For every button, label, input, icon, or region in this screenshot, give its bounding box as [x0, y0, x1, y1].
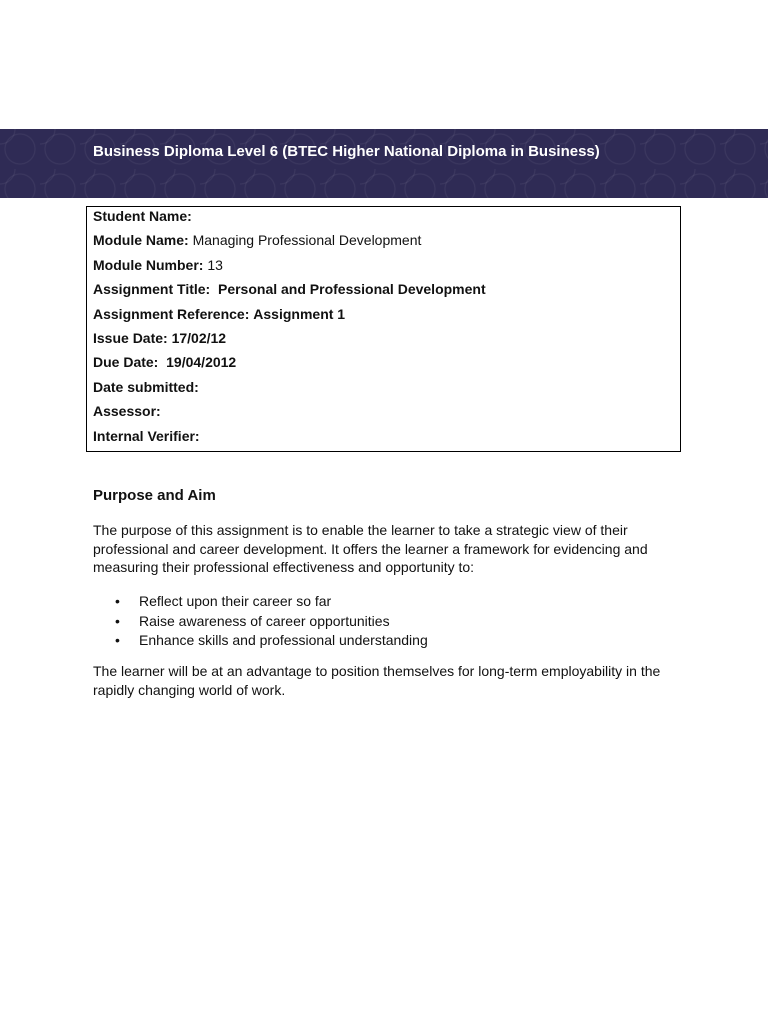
- list-item: [93, 631, 428, 651]
- assignment-reference-row: [93, 306, 345, 322]
- due-date-row: [93, 354, 236, 370]
- bullet-text: Enhance skills and professional understanding: [139, 632, 428, 648]
- student-name-label: Student Name:: [93, 208, 192, 224]
- module-name-row: [93, 232, 421, 248]
- purpose-intro-paragraph: The purpose of this assignment is to enable the learner to take a strategic view of their professional and career development. It offers the learner a framework for evidencing and measuring their professional effectiveness and opportunity to:: [93, 522, 648, 575]
- internal-verifier-label: Internal Verifier:: [93, 428, 200, 444]
- module-number-row: [93, 257, 223, 273]
- issue-date-row: [93, 330, 226, 346]
- date-submitted-label: Date submitted:: [93, 379, 199, 395]
- module-name-label: Module Name:: [93, 232, 189, 248]
- purpose-heading: Purpose and Aim: [93, 487, 216, 504]
- module-number-value: 13: [207, 257, 223, 273]
- assessor-row: [93, 403, 161, 419]
- assignment-title-label: Assignment Title:: [93, 281, 211, 297]
- bullet-icon: •: [115, 632, 120, 648]
- bullet-text: Reflect upon their career so far: [139, 593, 332, 609]
- bullet-icon: •: [115, 593, 120, 609]
- assignment-title-row: [93, 281, 486, 297]
- list-item: [93, 612, 428, 632]
- module-number-label: Module Number:: [93, 257, 204, 273]
- issue-date-label: Issue Date:: [93, 330, 168, 346]
- date-submitted-row: [93, 379, 199, 395]
- assessor-label: Assessor:: [93, 403, 161, 419]
- internal-verifier-row: [93, 428, 200, 444]
- assignment-reference-label: Assignment Reference:: [93, 306, 250, 322]
- assignment-info-box: [86, 206, 681, 452]
- issue-date-value: 17/02/12: [171, 330, 227, 346]
- module-name-value: Managing Professional Development: [192, 232, 422, 248]
- purpose-closing-paragraph: The learner will be at an advantage to position themselves for long-term employability in the rapidly changing world of work.: [93, 663, 661, 698]
- assignment-title-value: Personal and Professional Development: [217, 281, 486, 297]
- due-date-label: Due Date:: [93, 354, 159, 370]
- bullet-icon: •: [115, 612, 120, 629]
- bullet-text: Raise awareness of career opportunities: [139, 612, 390, 629]
- assignment-reference-value: Assignment 1: [253, 306, 346, 322]
- banner-title: Business Diploma Level 6 (BTEC Higher National Diploma in Business): [93, 143, 600, 160]
- purpose-bullet-list: [93, 592, 428, 651]
- due-date-value: 19/04/2012: [166, 354, 237, 370]
- header-banner: [0, 129, 768, 198]
- student-name-row: [93, 208, 192, 224]
- list-item: [93, 592, 428, 612]
